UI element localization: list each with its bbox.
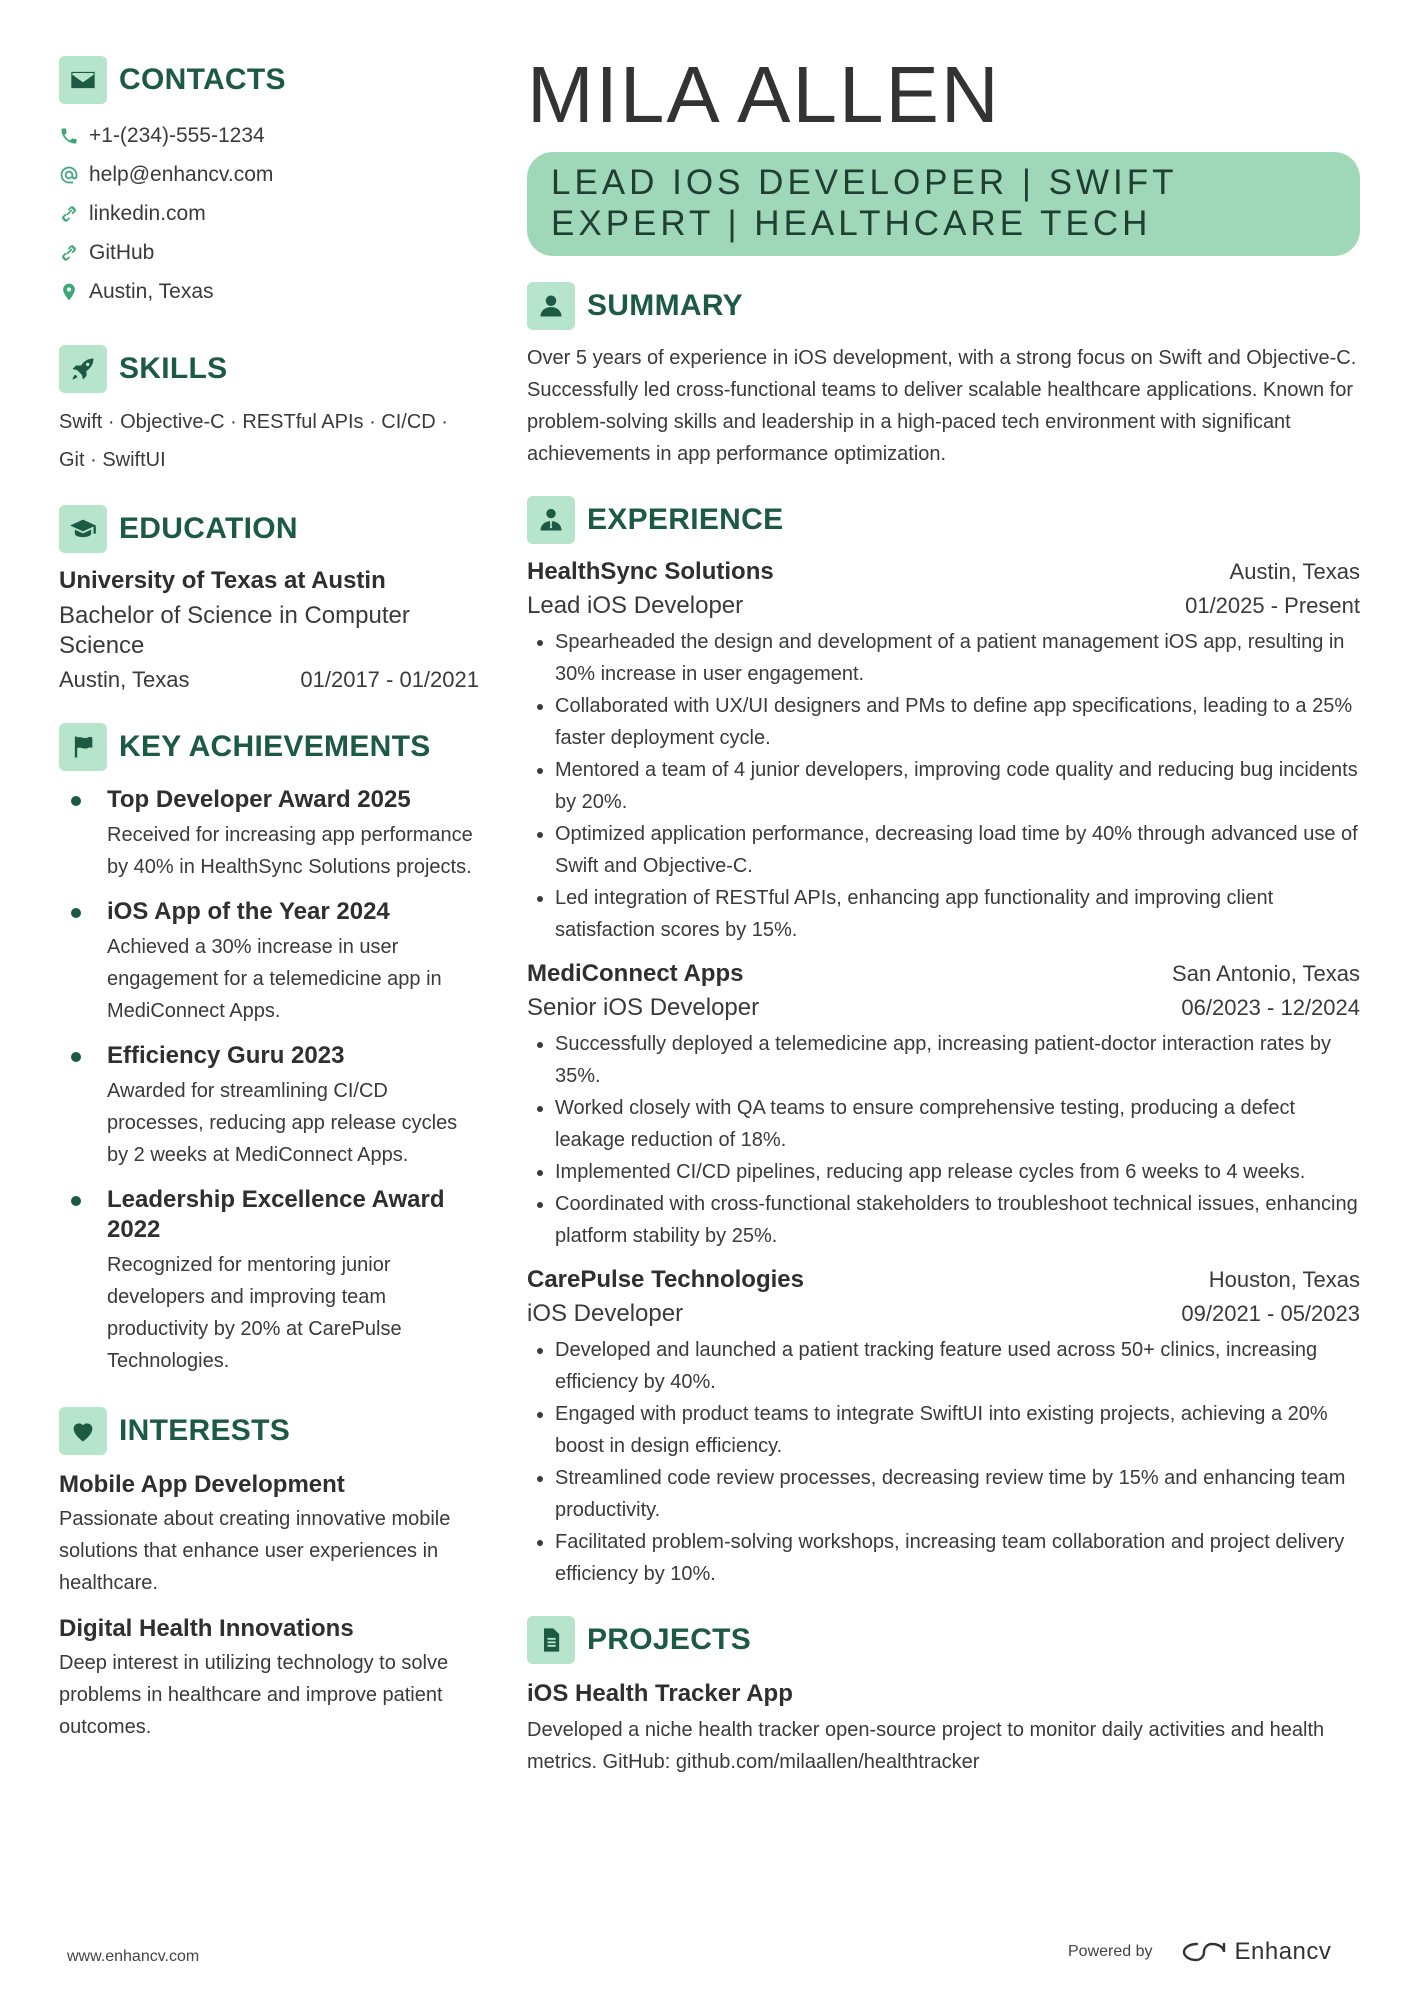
job-dates: 09/2021 - 05/2023: [1181, 1301, 1360, 1326]
summary-title: SUMMARY: [587, 289, 743, 322]
contacts-header: [59, 56, 479, 104]
job-bullet: • Optimized application performance, decreasing load time by 40% through advanced use of Swift and Objective-C.: [555, 818, 1360, 882]
job-bullet: • Collaborated with UX/UI designers and PMs to define app specifications, leading to a 25% faster deployment cycle.: [555, 690, 1360, 754]
education-school: University of Texas at Austin: [59, 567, 386, 594]
contact-email[interactable]: [59, 155, 479, 194]
job-role: Senior iOS Developer: [527, 994, 760, 1021]
interests-list: [59, 1471, 479, 1743]
job-bullets: [527, 1334, 1360, 1590]
brand-name: Enhancv: [1234, 1938, 1332, 1965]
job-bullet: • Spearheaded the design and development of a patient management iOS app, resulting in 30% increase in user engagement.: [555, 626, 1360, 690]
education-degree: Bachelor of Science in Computer Science: [59, 602, 410, 659]
contact-github[interactable]: [59, 233, 479, 272]
contact-location: [59, 272, 479, 311]
job-bullet: • Developed and launched a patient tracking feature used across 50+ clinics, increasing efficiency by 40%.: [555, 1334, 1360, 1398]
location-pin-icon: [59, 282, 79, 302]
education-dates: 01/2017 - 01/2021: [300, 667, 479, 692]
projects-header: [527, 1616, 1360, 1664]
job-bullets: [527, 1028, 1360, 1252]
person-icon: [527, 282, 575, 330]
contact-linkedin[interactable]: [59, 194, 479, 233]
project-item: [527, 1680, 1360, 1778]
envelope-icon: [59, 56, 107, 104]
job-entry: [527, 960, 1360, 1252]
phone-icon: [59, 126, 79, 146]
skills-line-1: Swift · Objective-C · RESTful APIs · CI/CD ·: [59, 411, 448, 433]
job-company: HealthSync Solutions: [527, 558, 774, 585]
interest-desc: Deep interest in utilizing technology to solve problems in healthcare and improve patient outcomes.: [59, 1652, 449, 1738]
job-entry: [527, 558, 1360, 946]
left-column: [59, 56, 479, 1743]
achievement-title: Top Developer Award 2025: [107, 786, 411, 813]
footer-website[interactable]: www.enhancv.com: [67, 1948, 200, 1965]
contact-linkedin-text: linkedin.com: [89, 201, 206, 225]
skills-header: [59, 345, 479, 393]
skills-title: SKILLS: [119, 352, 228, 385]
job-dates: 01/2025 - Present: [1185, 593, 1360, 618]
education-title: EDUCATION: [119, 512, 298, 545]
interest-item: [59, 1615, 479, 1743]
achievements-header: [59, 723, 479, 771]
contact-email-text: help@enhancv.com: [89, 162, 274, 186]
headline-banner: LEAD IOS DEVELOPER | SWIFT EXPERT | HEALTHCARE TECH: [527, 152, 1360, 256]
education-header: [59, 505, 479, 553]
experience-header: [527, 496, 1360, 544]
interests-title: INTERESTS: [119, 1414, 291, 1447]
project-title: iOS Health Tracker App: [527, 1680, 793, 1707]
contact-list: [59, 116, 479, 311]
job-company: MediConnect Apps: [527, 960, 744, 987]
achievement-title: Efficiency Guru 2023: [107, 1042, 345, 1069]
contact-location-text: Austin, Texas: [89, 279, 214, 303]
job-bullet: • Successfully deployed a telemedicine app, increasing patient-doctor interaction rates by 35%.: [555, 1028, 1360, 1092]
job-bullet: • Streamlined code review processes, decreasing review time by 15% and enhancing team productivity.: [555, 1462, 1360, 1526]
job-dates: 06/2023 - 12/2024: [1181, 995, 1360, 1020]
interest-desc: Passionate about creating innovative mobile solutions that enhance user experiences in healthcare.: [59, 1508, 451, 1594]
job-role: iOS Developer: [527, 1300, 684, 1327]
job-entry: [527, 1266, 1360, 1590]
achievement-desc: Achieved a 30% increase in user engagement for a telemedicine app in MediConnect Apps.: [107, 936, 442, 1022]
achievement-desc: Recognized for mentoring junior developers and improving team productivity by 20% at CarePulse Technologies.: [107, 1254, 402, 1372]
achievement-title: Leadership Excellence Award 2022: [107, 1186, 445, 1243]
achievement-desc: Received for increasing app performance by 40% in HealthSync Solutions projects.: [107, 824, 473, 878]
experience-title: EXPERIENCE: [587, 503, 784, 536]
job-location: San Antonio, Texas: [1172, 961, 1360, 986]
contact-phone-text: +1-(234)-555-1234: [89, 123, 265, 147]
job-bullet: • Mentored a team of 4 junior developers, improving code quality and reducing bug incidents by 20%.: [555, 754, 1360, 818]
skills-line-2: Git · SwiftUI: [59, 449, 166, 471]
achievement-item: [59, 785, 479, 883]
right-column: [527, 50, 1360, 1778]
contacts-title: CONTACTS: [119, 63, 286, 96]
job-bullet: • Coordinated with cross-functional stakeholders to troubleshoot technical issues, enhancing platform stability by 25%.: [555, 1188, 1360, 1252]
job-location: Houston, Texas: [1208, 1267, 1360, 1292]
education-meta: [59, 667, 479, 693]
job-location: Austin, Texas: [1229, 559, 1360, 584]
job-bullet: • Facilitated problem-solving workshops, increasing team collaboration and project delivery efficiency by 10%.: [555, 1526, 1360, 1590]
link-icon: [59, 204, 79, 224]
summary-header: [527, 282, 1360, 330]
document-icon: [527, 1616, 575, 1664]
interest-title: Mobile App Development: [59, 1471, 345, 1498]
achievement-item: [59, 897, 479, 1027]
job-bullet: • Engaged with product teams to integrate SwiftUI into existing projects, achieving a 20% boost in design efficiency.: [555, 1398, 1360, 1462]
job-company: CarePulse Technologies: [527, 1266, 804, 1293]
candidate-name: MILA ALLEN: [527, 50, 1001, 139]
link-icon: [59, 243, 79, 263]
rocket-icon: [59, 345, 107, 393]
enhancv-logo-icon: [1181, 1939, 1227, 1965]
projects-title: PROJECTS: [587, 1623, 752, 1656]
interest-title: Digital Health Innovations: [59, 1615, 354, 1642]
achievement-title: iOS App of the Year 2024: [107, 898, 390, 925]
footer-branding[interactable]: [1068, 1938, 1331, 1966]
job-role: Lead iOS Developer: [527, 592, 744, 619]
achievements-list: [59, 785, 479, 1377]
interests-header: [59, 1407, 479, 1455]
achievements-title: KEY ACHIEVEMENTS: [119, 730, 431, 763]
job-bullets: [527, 626, 1360, 946]
graduation-cap-icon: [59, 505, 107, 553]
contact-phone[interactable]: [59, 116, 479, 155]
project-desc: Developed a niche health tracker open-source project to monitor daily activities and health metrics. GitHub: github.com/milaallen/healthtracker: [527, 1719, 1325, 1773]
education-location: Austin, Texas: [59, 667, 190, 692]
contact-github-text: GitHub: [89, 240, 155, 264]
heart-icon: [59, 1407, 107, 1455]
achievement-item: [59, 1041, 479, 1171]
interest-item: [59, 1471, 479, 1599]
summary-text: Over 5 years of experience in iOS development, with a strong focus on Swift and Objective-C. Successfully led cross-functional teams to deliver scalable healthcare applications. Known for problem-solving skills and leadership in a high-paced tech environment with significant achievements in app performance optimization.: [527, 347, 1357, 465]
skills-list: [59, 403, 479, 479]
achievement-desc: Awarded for streamlining CI/CD processes, reducing app release cycles by 2 weeks at MediConnect Apps.: [107, 1080, 458, 1166]
job-bullet: • Implemented CI/CD pipelines, reducing app release cycles from 6 weeks to 4 weeks.: [555, 1156, 1360, 1188]
achievement-item: [59, 1185, 479, 1377]
flag-icon: [59, 723, 107, 771]
job-bullet: • Led integration of RESTful APIs, enhancing app functionality and improving client satisfaction scores by 15%.: [555, 882, 1360, 946]
briefcase-person-icon: [527, 496, 575, 544]
job-bullet: • Worked closely with QA teams to ensure comprehensive testing, producing a defect leakage reduction of 18%.: [555, 1092, 1360, 1156]
at-icon: [59, 165, 79, 185]
powered-by-label: Powered by: [1068, 1943, 1153, 1960]
